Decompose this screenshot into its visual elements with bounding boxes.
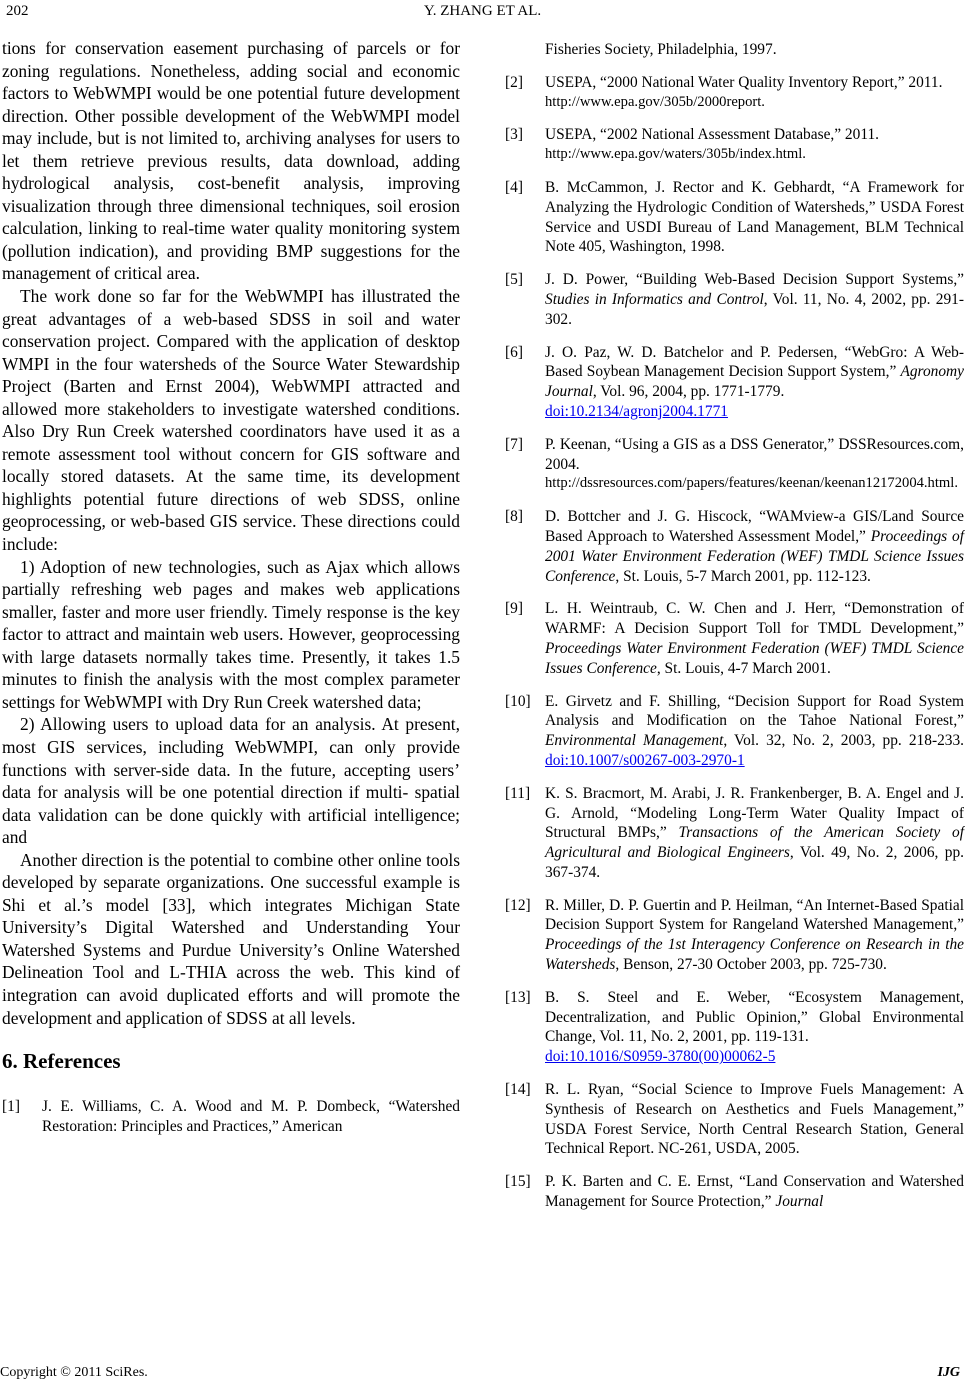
reference-text xyxy=(545,784,964,883)
body-paragraph: tions for conservation easement purchasing of parcels or for zoning regulations. Nonetheless, adding social and economic factors to WebWMPI would be one potential future development direction. Other possible development of the WebWMPI model may include, but is not limited to, archiving analyses for users to let them retrieve previous results, data download, adding hydrological analysis, cost-benefit analysis, improving visualization through three dimensional techniques, soil erosion calculation, linking to real-time water quality monitoring system (pollution indication), and providing BMP suggestions for the management of critical area. xyxy=(2,38,460,284)
reference-citation: USEPA, “2002 National Assessment Database,” 2011. xyxy=(545,126,879,144)
reference-item xyxy=(505,178,964,257)
reference-citation-tail: , Vol. 32, No. 2, 2003, pp. 218-233. xyxy=(723,732,964,750)
running-title: Y. ZHANG ET AL. xyxy=(423,3,542,19)
reference-citation: L. H. Weintraub, C. W. Chen and J. Herr, “Demonstration of WARMF: A Decision Support Toll for TMDL Development,” xyxy=(545,600,964,638)
reference-item xyxy=(505,1080,964,1159)
reference-citation: D. Bottcher and J. G. Hiscock, “WAMview-a GIS/Land Source Based Approach to Watershed Assessment Model,” xyxy=(545,508,964,545)
section-heading: 6. References xyxy=(2,1049,121,1074)
reference-citation: USEPA, “2000 National Water Quality Inventory Report,” 2011. xyxy=(545,73,943,91)
reference-number: [11] xyxy=(505,784,531,802)
reference-citation-tail: , Vol. 96, 2004, pp. 1771-1779. xyxy=(592,383,785,401)
reference-number: [9] xyxy=(505,600,523,618)
reference-citation-tail: , St. Louis, 4-7 March 2001. xyxy=(656,659,831,677)
reference-citation: P. K. Barten and C. E. Ernst, “Land Conservation and Watershed Management for Source Protection,” xyxy=(545,1173,964,1211)
reference-citation: J. D. Power, “Building Web-Based Decision Support Systems,” xyxy=(545,271,964,289)
reference-item xyxy=(2,1097,460,1137)
journal-abbrev: IJG xyxy=(937,1365,960,1380)
reference-source-title: Agronomy Journal xyxy=(545,363,964,401)
reference-text xyxy=(545,599,964,678)
reference-number: [4] xyxy=(505,178,523,196)
reference-text xyxy=(545,1172,964,1212)
reference-url: http://www.epa.gov/waters/305b/index.html. xyxy=(545,146,806,163)
reference-item xyxy=(505,599,964,678)
reference-text: Fisheries Society, Philadelphia, 1997. xyxy=(545,41,777,58)
reference-item xyxy=(505,507,964,586)
body-paragraph: 2) Allowing users to upload data for an analysis. At present, most GIS services, including WebWMPI, can only provide functions with server-side data. In the future, accepting users’ data for analysis will be one potential direction if multi- spatial data validation can be done quickly with artificial intelligence; and xyxy=(2,714,460,848)
reference-item xyxy=(505,435,964,494)
body-paragraph: The work done so far for the WebWMPI has illustrated the great advantages of a web-based SDSS in soil and water conservation project. Compared with the application of desktop WMPI in the four watersheds of the Source Water Stewardship Project (Barten and Ernst 2004), WebWMPI attracted and allowed more stakeholders to investigate watershed conditions. Also Dry Run Creek watershed coordinators have used it as a remote assessment tool without concern for GIS software and locally stored datasets. At the same time, its development highlights potential future directions of web SDSS, online geoprocessing, or web-based GIS service. These directions could include: xyxy=(2,286,460,555)
left-column xyxy=(2,37,460,1150)
reference-text xyxy=(545,270,964,329)
reference-text xyxy=(545,125,964,165)
reference-url: http://www.epa.gov/305b/2000report. xyxy=(545,93,765,110)
reference-source-title: Studies in Informatics and Control xyxy=(545,290,764,308)
reference-source-title: Journal xyxy=(775,1193,824,1211)
reference-citation: R. L. Ryan, “Social Science to Improve Fuels Management: A Synthesis of Research on Aesthetics and Fuels Management,” USDA Forest Service, North Central Research Station, General Technical Report. NC-261, USDA, 2005. xyxy=(545,1081,964,1158)
reference-number: [5] xyxy=(505,271,523,289)
reference-number: [6] xyxy=(505,343,523,361)
reference-citation-tail: , Vol. 49, No. 2, 2006, pp. 367-374. xyxy=(545,844,964,881)
reference-source-title: Proceedings of 2001 Water Environment Federation (WEF) TMDL Science Issues Conference xyxy=(545,527,964,585)
reference-text: J. E. Williams, C. A. Wood and M. P. Dombeck, “Watershed Restoration: Principles and Practices,” American xyxy=(42,1098,460,1135)
reference-source-title: Proceedings Water Environment Federation (WEF) TMDL Science Issues Conference xyxy=(545,639,964,677)
reference-citation: P. Keenan, “Using a GIS as a DSS Generator,” DSSResources.com, 2004. xyxy=(545,435,964,473)
reference-citation-tail: , St. Louis, 5-7 March 2001, pp. 112-123. xyxy=(615,567,871,585)
reference-text xyxy=(545,507,964,586)
reference-source-title: Proceedings of the 1st Interagency Conference on Research in the Watersheds xyxy=(545,936,964,974)
reference-text xyxy=(545,73,964,113)
reference-text xyxy=(545,1080,964,1159)
reference-text xyxy=(545,178,964,257)
reference-source-title: Environmental Management xyxy=(545,732,724,750)
body-paragraph: 1) Adoption of new technologies, such as Ajax which allows partially refreshing web pages and makes web applications smaller, faster and more user friendly. Timely response is the key factor to attract and maintain web users. However, geoprocessing with large datasets normally takes time. Presently, it takes 1.5 minutes to finish the analysis with the most complex parameter settings for WebWMPI with Dry Run Creek watershed data; xyxy=(2,556,460,712)
doi-link[interactable]: doi:10.1007/s00267-003-2970-1 xyxy=(545,751,745,769)
body-paragraph: Another direction is the potential to combine other online tools developed by separate organizations. One successful example is Shi et al.’s model [33], which integrates Michigan State University’s Digital Watershed and Understanding Your Watershed Systems and Purdue University’s Online Watershed Delineation Tool and L-THIA across the web. This kind of integration can avoid duplicated efforts and will promote the development and application of SDSS at all levels. xyxy=(2,849,460,1028)
reference-text xyxy=(545,692,964,771)
reference-text xyxy=(545,988,964,1067)
reference-url: http://dssresources.com/papers/features/keenan/keenan12172004.html. xyxy=(545,475,958,492)
reference-citation: R. Miller, D. P. Guertin and P. Heilman, “An Internet-Based Spatial Decision Support System for Rangeland Watershed Management,” xyxy=(545,896,964,934)
reference-item xyxy=(505,125,964,165)
reference-list xyxy=(505,73,964,1212)
reference-citation: J. O. Paz, W. D. Batchelor and P. Pedersen, “WebGro: A Web-Based Soybean Management Decision Support System,” xyxy=(545,343,964,381)
reference-item xyxy=(505,343,964,422)
reference-citation-tail: , Benson, 27-30 October 2003, pp. 725-730. xyxy=(615,956,887,974)
reference-item xyxy=(505,692,964,771)
reference-number: [2] xyxy=(505,73,523,91)
reference-number: [15] xyxy=(505,1173,531,1191)
reference-continuation xyxy=(505,40,964,60)
reference-text xyxy=(545,896,964,975)
reference-citation: K. S. Bracmort, M. Arabi, J. R. Frankenberger, B. A. Engel and J. G. Arnold, “Modeling Long-Term Water Quality Impact of Structural BMPs,” xyxy=(545,784,964,842)
reference-item xyxy=(505,784,964,883)
reference-item xyxy=(505,896,964,975)
doi-link[interactable]: doi:10.2134/agronj2004.1771 xyxy=(545,402,728,420)
reference-text xyxy=(545,435,964,494)
reference-number: [7] xyxy=(505,435,523,453)
reference-citation: B. McCammon, J. Rector and K. Gebhardt, “A Framework for Analyzing the Hydrologic Condition of Watersheds,” USDA Forest Service and USDI Bureau of Land Management, BLM Technical Note 405, Washington, 1998. xyxy=(545,178,964,256)
doi-link[interactable]: doi:10.1016/S0959-3780(00)00062-5 xyxy=(545,1048,776,1066)
page-number: 202 xyxy=(6,3,29,19)
reference-citation: B. S. Steel and E. Weber, “Ecosystem Management, Decentralization, and Public Opinion,” Global Environmental Change, Vol. 11, No. 2, 2001, pp. 119-131. xyxy=(545,988,964,1046)
reference-number: [1] xyxy=(2,1098,20,1116)
reference-number: [14] xyxy=(505,1081,531,1099)
reference-item xyxy=(505,988,964,1067)
reference-text xyxy=(545,343,964,422)
reference-item xyxy=(505,1172,964,1212)
reference-item xyxy=(505,73,964,113)
copyright-notice: Copyright © 2011 SciRes. xyxy=(0,1365,148,1380)
reference-citation-tail: , Vol. 11, No. 4, 2002, pp. 291-302. xyxy=(545,290,964,328)
reference-number: [13] xyxy=(505,988,531,1006)
reference-source-title: Transactions of the American Society of Agricultural and Biological Engineers xyxy=(545,824,964,862)
reference-number: [3] xyxy=(505,126,523,144)
right-column xyxy=(505,40,964,1225)
reference-number: [10] xyxy=(505,692,531,710)
reference-item xyxy=(505,270,964,329)
reference-number: [8] xyxy=(505,508,523,526)
reference-number: [12] xyxy=(505,896,531,914)
reference-citation: E. Girvetz and F. Shilling, “Decision Support for Road System Analysis and Modification on the Tahoe National Forest,” xyxy=(545,692,964,730)
